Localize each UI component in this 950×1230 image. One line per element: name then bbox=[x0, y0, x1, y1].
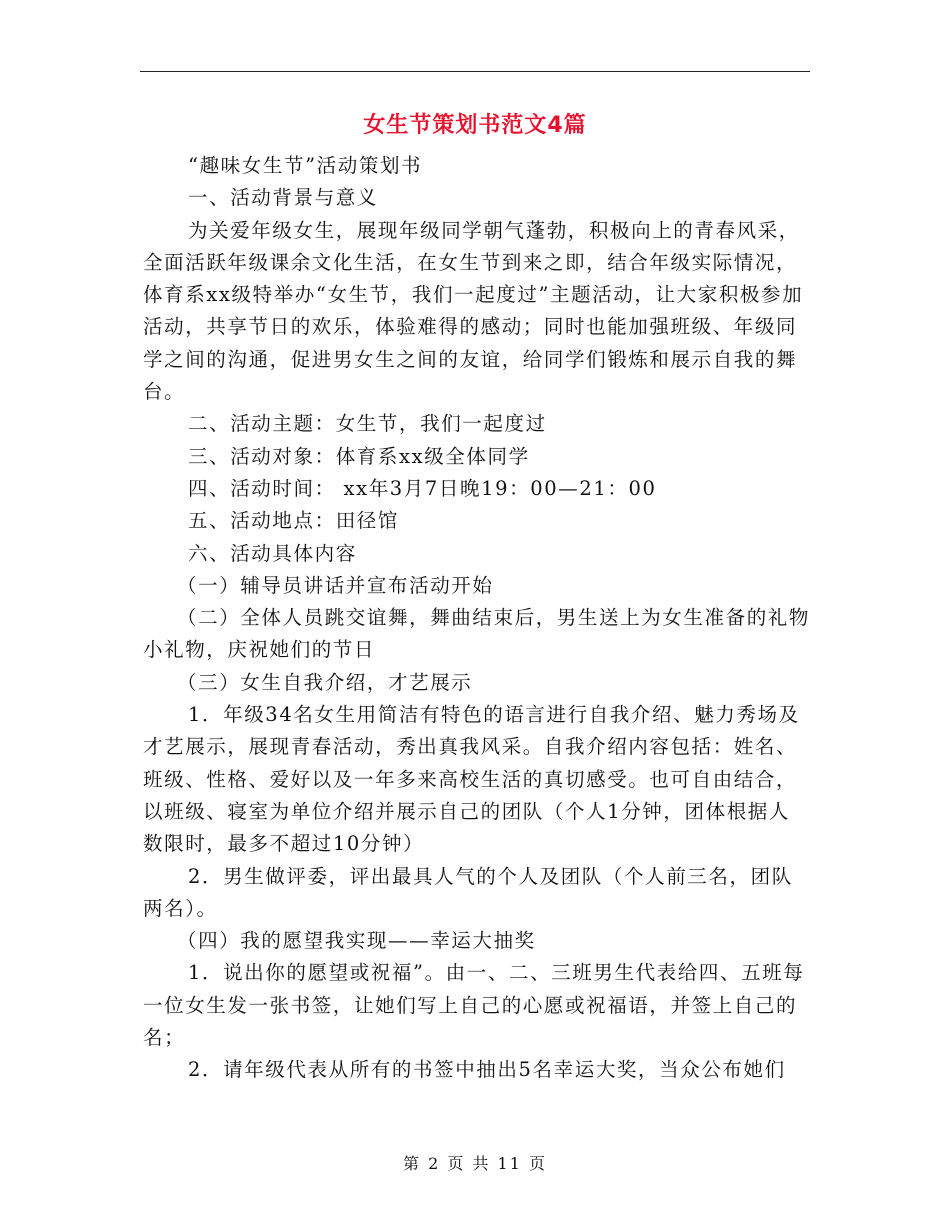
section-heading: 一、活动背景与意义 bbox=[188, 186, 378, 210]
section-heading: 四、活动时间： xx年3月7日晚19：00—21：00 bbox=[188, 476, 657, 500]
section-heading: 二、活动主题：女生节，我们一起度过 bbox=[188, 412, 547, 436]
body-paragraph: （二）全体人员跳交谊舞，舞曲结束后，男生送上为女生准备的礼物小礼物，庆祝她们的节日 bbox=[143, 606, 811, 662]
body-paragraph: 2．男生做评委，评出最具人气的个人及团队（个人前三名，团队两名）。 bbox=[143, 864, 793, 920]
body-paragraph: 1．年级34名女生用简洁有特色的语言进行自我介绍、魅力秀场及才艺展示，展现青春活动，秀出真我风采。自我介绍内容包括：姓名、班级、性格、爱好以及一年多来高校生活的真切感受。也可自由结合，以班级、寝室为单位介绍并展示自己的团队（个人1分钟，团体根据人数限时，最多不超过10分钟） bbox=[143, 703, 800, 856]
section-heading: 三、活动对象：体育系xx级全体同学 bbox=[188, 444, 530, 468]
section-heading: 六、活动具体内容 bbox=[188, 541, 357, 565]
document-title: 女生节策划书范文4篇 bbox=[363, 113, 587, 138]
page-footer: 第 2 页 共 11 页 bbox=[403, 1154, 547, 1173]
document-body bbox=[143, 150, 811, 1087]
subtitle-paragraph: “趣味女生节”活动策划书 bbox=[188, 154, 423, 177]
section-heading: 五、活动地点：田径馆 bbox=[188, 509, 400, 533]
header-rule bbox=[140, 71, 810, 72]
body-paragraph: 为关爱年级女生，展现年级同学朝气蓬勃，积极向上的青春风采，全面活跃年级课余文化生活，在女生节到来之即，结合年级实际情况，体育系xx级特举办“女生节，我们一起度过”主题活动，让大家积极参加活动，共享节日的欢乐，体验难得的感动；同时也能加强班级、年级同学之间的沟通，促进男女生之间的友谊，给同学们锻炼和展示自我的舞台。 bbox=[143, 218, 804, 404]
subsection-heading: （三）女生自我介绍，才艺展示 bbox=[177, 670, 473, 694]
subsection-heading: （一）辅导员讲话并宣布活动开始 bbox=[177, 573, 494, 597]
body-paragraph: 1．说出你的愿望或祝福”。由一、二、三班男生代表给四、五班每一位女生发一张书签，让她们写上自己的心愿或祝福语，并签上自己的名； bbox=[143, 961, 805, 1050]
subsection-heading: （四）我的愿望我实现——幸运大抽奖 bbox=[177, 929, 536, 953]
body-paragraph: 2．请年级代表从所有的书签中抽出5名幸运大奖，当众公布她们 bbox=[188, 1058, 786, 1082]
